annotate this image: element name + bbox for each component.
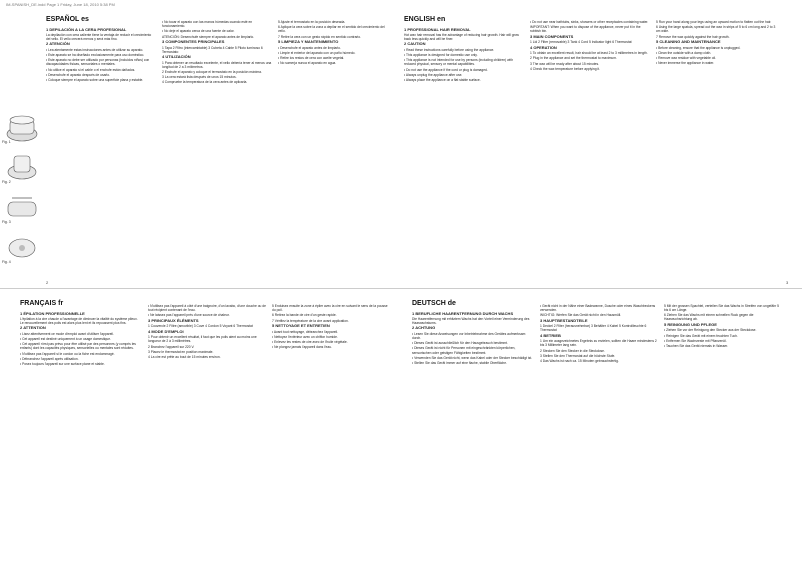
page-divider: [0, 288, 802, 289]
fr-c3-l1: 6 Retirez la bande de cire d'un geste rapide.: [272, 313, 337, 318]
fr-c3-l5: • Nettoyez l'extérieur avec un chiffon humide.: [272, 334, 338, 339]
es-c1-l7: • Desenchufe el aparato después de usarlo.: [46, 72, 111, 77]
en-c3-l1: 6 Using the large spatula, spread out the wax in strips of 5 to 6 cm long and 2 to 3 cm wide.: [656, 25, 776, 34]
figure-label-2: Fig. 2: [2, 180, 11, 184]
de-c2-l4: 4 BETRIEB: [540, 332, 561, 338]
en-column-3: [656, 20, 776, 278]
fr-column-2: [148, 304, 266, 568]
en-c2-l8: 4 Check the wax temperature before applying it.: [530, 66, 601, 71]
wax-heater-figure-1: [2, 110, 42, 144]
de-c2-l7: 3 Stellen Sie den Thermostat auf die höchste Stufe.: [540, 353, 616, 358]
en-c3-l3: 5 CLEANING AND MAINTENANCE: [656, 39, 721, 45]
de-c1-l0: 1 BERUFLICHE HAARENTFERNUNG DURCH WACHS: [412, 310, 514, 316]
fr-c3-l3: 5 NETTOYAGE ET ENTRETIEN: [272, 323, 330, 329]
fr-c2-l1: • Ne laissez pas l'appareil près d'une source de chaleur.: [148, 313, 230, 318]
es-c2-l0: • No tocar el aparato con las manos húmedas cuando esté en funcionamiento.: [162, 20, 253, 29]
fr-c2-l3: 1 Couvercle 2 Filtre (amovible) 3 Cuve 4 Cordon 5 Voyant 6 Thermostat: [148, 324, 253, 329]
de-c1-l7: • Stellen Sie das Gerät immer auf eine flache, stabile Oberfläche.: [412, 361, 507, 366]
figure-label-4: Fig. 4: [2, 260, 11, 264]
es-c1-l8: • Coloque siempre el aparato sobre una superficie plana y estable.: [46, 78, 144, 83]
en-c1-l6: • Do not use the appliance if the cord or plug is damaged.: [404, 67, 488, 72]
en-c1-l4: • This appliance is designed for domestic use only.: [404, 53, 478, 58]
es-c3-l4: • Desenchufe el aparato antes de limpiarlo.: [278, 45, 341, 50]
en-c3-l4: • Before cleaning, ensure that the appliance is unplugged.: [656, 45, 741, 50]
es-c2-l6: 1 Para obtener un resultado excelente, el vello debería tener al menos una longitud de 2 a 3 milímetros.: [162, 60, 272, 69]
es-c1-l6: • No utilice el aparato si el cable o el enchufe están dañados.: [46, 67, 136, 72]
de-c1-l6: • Verwenden Sie das Gerät nicht, wenn das Kabel oder der Stecker beschädigt ist.: [412, 355, 533, 360]
section-title-de: DEUTSCH de: [412, 300, 456, 307]
es-c3-l7: • No sumerja nunca el aparato en agua.: [278, 61, 337, 66]
fr-c1-l5: • Cet appareil n'est pas prévu pour être utilisé par des personnes (y compris les enfants) dont les capacités physiques, sensorielles ou mentales sont réduites.: [20, 342, 136, 351]
wax-heater-figure-3: [2, 190, 42, 224]
de-c2-l5: 1 Um ein ausgezeichnetes Ergebnis zu erzielen, sollten die Haare mindestens 2 bis 3 Millimeter lang sein.: [540, 339, 657, 348]
en-c2-l1: IMPORTANT: When you want to dispose of the appliance, never put it in the rubbish bin.: [530, 25, 641, 34]
es-c1-l1: La depilación con cera caliente tiene la ventaja de reducir el crecimiento del vello. El vello crecerá menos y será más fino.: [46, 32, 152, 41]
fr-c2-l2: 3 PRINCIPAUX ÉLÉMENTS: [148, 317, 199, 323]
en-c1-l7: • Always unplug the appliance after use.: [404, 72, 463, 77]
wax-heater-figure-4: [2, 228, 42, 262]
de-c3-l2: 5 REINIGUNG UND PFLEGE: [664, 322, 717, 328]
es-c2-l4: 1 Tapa 2 Filtro (intercambiable) 3 Cubeta 4 Cable 5 Piloto luminoso 6 Termostato: [162, 45, 263, 54]
en-c1-l3: • Read these instructions carefully before using the appliance.: [404, 47, 495, 52]
en-c2-l2: 3 MAIN COMPONENTS: [530, 33, 574, 39]
de-c3-l0: 5 Mit der grossen Spachtel, verteilen Sie das Wachs in Streifen von ungefähr 5 bis 6 cm Länge.: [664, 304, 779, 313]
es-column-3: [278, 20, 388, 278]
fr-c2-l8: 4 La cire est prête au bout de 15 minutes environ.: [148, 355, 221, 360]
figure-label-3: Fig. 3: [2, 220, 11, 224]
de-c3-l1: 6 Ziehen Sie das Wachs mit einem schnellen Ruck gegen die Haarwuchsrichtung ab.: [664, 313, 754, 322]
en-c2-l0: • Do not use near bathtubs, sinks, showers or other receptacles containing water.: [530, 20, 649, 24]
de-c3-l5: • Entfernen Sie Wachsreste mit Pflanzenöl.: [664, 338, 727, 343]
fr-c1-l6: • N'utilisez pas l'appareil si le cordon ou la fiche est endommagé.: [20, 351, 115, 356]
section-title-fr: FRANÇAIS fr: [20, 300, 64, 307]
fr-c1-l0: 1 ÉPILATION PROFESSIONNELLE: [20, 310, 85, 316]
es-c2-l3: 3 COMPONENTES PRINCIPALES: [162, 39, 225, 45]
de-c2-l2: 3 HAUPTBESTANDTEILE: [540, 317, 588, 323]
de-c3-l4: • Reinigen Sie das Gerät mit einem feuchten Tuch.: [664, 333, 738, 338]
fr-c2-l0: • N'utilisez pas l'appareil à côté d'une baignoire, d'un lavabo, d'une douche ou de tout récipient contenant de l'eau.: [148, 304, 266, 313]
fr-c3-l7: • Ne plongez jamais l'appareil dans l'eau.: [272, 345, 332, 350]
fr-c1-l1: L'épilation à la cire chaude a l'avantage de diminuer la vitalité du système pileux. Le renouvellement des poils est alors plus lent et ils repoussent plus fins.: [20, 316, 138, 325]
en-c1-l1: Hot wax hair removal has the advantage of reducing hair growth. Hair will grow back less quickly and will be finer.: [404, 32, 519, 41]
fr-c3-l4: • Avant tout nettoyage, débranchez l'appareil.: [272, 329, 339, 334]
es-c3-l1: 6 Aplique la cera sobre la zona a depilar en el sentido del crecimiento del vello.: [278, 25, 385, 34]
en-c3-l6: • Remove wax residue with vegetable oil.: [656, 56, 716, 61]
en-c1-l2: 2 CAUTION: [404, 41, 426, 47]
file-header: IM-SPANISH_DE.indd Page 1 Friday, June 18, 2010 5:38 PM: [6, 2, 115, 7]
es-c1-l3: • Lea atentamente estas instrucciones antes de utilizar su aparato.: [46, 47, 144, 52]
figure-label-1: Fig. 1: [2, 140, 11, 144]
de-c2-l6: 2 Stecken Sie den Stecker in die Steckdose.: [540, 348, 605, 353]
de-column-1: [412, 310, 534, 568]
wax-heater-figure-2: [2, 150, 42, 184]
de-c1-l5: • Dieses Gerät ist nicht für Personen mit eingeschränkten körperlichen, sensorischen oder geistigen Fähigkeiten bestimmt.: [412, 346, 516, 355]
en-c1-l8: • Always place the appliance on a flat stable surface.: [404, 78, 481, 83]
en-c2-l6: 2 Plug in the appliance and set the thermostat to maximum.: [530, 56, 617, 61]
de-c1-l1: Die Haarentfernung mit erhitztem Wachs hat den Vorteil einer Verminderung des Haarwachstums.: [412, 316, 530, 325]
de-c2-l3: 1 Deckel 2 Filter (herausnehmbar) 3 Behälter 4 Kabel 5 Kontrollleuchte 6 Thermostat: [540, 324, 647, 333]
figure-strip: [0, 110, 44, 270]
en-c2-l3: 1 Lid 2 Filter (removable) 3 Tank 4 Cord 5 Indicator light 6 Thermostat: [530, 40, 632, 45]
es-c3-l6: • Retire los restos de cera con aceite vegetal.: [278, 56, 345, 61]
de-c2-l0: • Gerät nicht in der Nähe einer Badewanne, Dusche oder eines Waschbeckens verwenden.: [540, 304, 656, 313]
es-c3-l3: 5 LIMPIEZA Y MANTENIMIENTO: [278, 39, 339, 45]
fr-c2-l6: 2 Branchez l'appareil sur 220 V.: [148, 344, 195, 349]
es-c3-l0: 5 Ajuste el termostato en la posición deseada.: [278, 20, 346, 24]
de-c1-l3: • Lesen Sie diese Anweisungen vor Inbetriebnahme des Gerätes aufmerksam durch.: [412, 331, 526, 340]
fr-c1-l2: 2 ATTENTION: [20, 325, 46, 331]
es-c3-l2: 7 Retire la cera con un gesto rápido en sentido contrario.: [278, 34, 362, 39]
es-column-2: [162, 20, 272, 278]
de-c2-l8: 4 Das Wachs ist nach ca. 15 Minuten gebrauchsfertig.: [540, 359, 619, 364]
es-c2-l7: 2 Enchufe el aparato y coloque el termostato en la posición máxima.: [162, 69, 262, 74]
es-c2-l2: ATENCIÓN: Desenchufe siempre el aparato antes de limpiarlo.: [162, 34, 255, 39]
en-c3-l0: 5 Run your hand along your legs using an upward motion to flatten out the hair.: [656, 20, 772, 24]
en-c2-l7: 3 The wax will be ready after about 15 minutes.: [530, 61, 600, 66]
en-column-2: [530, 20, 650, 278]
en-c2-l5: 1 To obtain an excellent result, hair should be at least 2 to 3 millimetres in length.: [530, 51, 648, 56]
es-c1-l2: 2 ATENCIÓN: [46, 41, 70, 47]
fr-c3-l0: 5 Enduisez ensuite la zone à épiler avec la cire en suivant le sens de la pousse du poil.: [272, 304, 388, 313]
fr-column-3: [272, 304, 390, 568]
en-c2-l4: 4 OPERATION: [530, 44, 557, 50]
fr-c1-l7: • Débranchez l'appareil après utilisation.: [20, 356, 79, 361]
de-c3-l3: • Ziehen Sie vor der Reinigung den Stecker aus der Steckdose.: [664, 328, 757, 333]
fr-c1-l4: • Cet appareil est destiné uniquement à un usage domestique.: [20, 337, 111, 342]
es-c1-l5: • Este aparato no debe ser utilizado por personas (incluidos niños) con discapacidades físicas, sensoriales o mentales.: [46, 58, 150, 67]
es-column-1: [46, 26, 156, 278]
en-c1-l5: • This appliance is not intended for use by persons (including children) with reduced physical, sensory or mental capabilities.: [404, 58, 514, 67]
es-c3-l5: • Limpie el exterior del aparato con un paño húmedo.: [278, 50, 356, 55]
fr-c3-l2: 7 Vérifiez la température de la cire avant application.: [272, 318, 349, 323]
fr-c2-l7: 3 Placez le thermostat en position maximale.: [148, 349, 214, 354]
fr-c2-l4: 4 MODE D'EMPLOI: [148, 328, 184, 334]
es-c2-l9: 4 Compruebe la temperatura de la cera antes de aplicarla.: [162, 80, 248, 85]
fr-c1-l3: • Lisez attentivement ce mode d'emploi avant d'utiliser l'appareil.: [20, 331, 114, 336]
de-c1-l2: 2 ACHTUNG: [412, 325, 436, 331]
page-number-left: 2: [46, 280, 49, 285]
de-c3-l6: • Tauchen Sie das Gerät niemals in Wasser.: [664, 344, 729, 349]
en-column-1: [404, 26, 524, 278]
es-c1-l0: 1 DEPILACIÓN A LA CERA PROFESIONAL: [46, 26, 127, 32]
de-column-3: [664, 304, 782, 568]
de-column-2: [540, 304, 658, 568]
en-c3-l2: 7 Remove the wax quickly against the hair growth.: [656, 34, 730, 39]
es-c2-l5: 4 UTILIZACIÓN: [162, 54, 191, 60]
page-number-right: 3: [786, 280, 789, 285]
fr-c2-l5: 1 Pour obtenir un excellent résultat, il faut que les poils aient au moins une longueur de 2 à 3 millimètres.: [148, 335, 257, 344]
de-c1-l4: • Dieses Gerät ist ausschließlich für den Hausgebrauch bestimmt.: [412, 341, 508, 346]
de-c2-l1: WICHTIG: Werfen Sie das Gerät nicht in den Hausmüll.: [540, 313, 622, 318]
fr-c3-l6: • Enlevez les restes de cire avec de l'huile végétale.: [272, 340, 348, 345]
en-c1-l0: 1 PROFESSIONAL HAIR REMOVAL: [404, 26, 471, 32]
fr-c1-l8: • Posez toujours l'appareil sur une surface plane et stable.: [20, 362, 105, 367]
en-c3-l7: • Never immerse the appliance in water.: [656, 61, 715, 66]
fr-column-1: [20, 310, 142, 568]
section-title-es: ESPAÑOL es: [46, 16, 89, 23]
es-c2-l8: 3 La cera estará lista después de unos 15 minutos.: [162, 75, 237, 80]
es-c1-l4: • Este aparato se ha diseñado exclusivamente para uso doméstico.: [46, 53, 145, 58]
section-title-en: ENGLISH en: [404, 16, 446, 23]
es-c2-l1: • No deje el aparato cerca de una fuente de calor.: [162, 29, 235, 34]
en-c3-l5: • Clean the outside with a damp cloth.: [656, 50, 712, 55]
